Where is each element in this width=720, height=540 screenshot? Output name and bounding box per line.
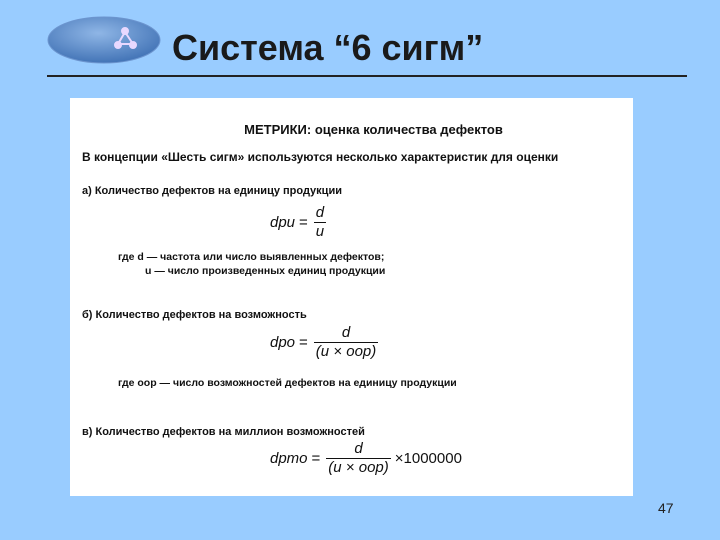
logo-ellipse <box>48 17 160 63</box>
fraction-dpu-denominator: u <box>315 223 325 240</box>
section-a-where-2: u — число произведенных единиц продукции <box>145 265 386 277</box>
section-b-label: б) Количество дефектов на возможность <box>82 309 307 321</box>
fraction-dpmo <box>326 440 390 477</box>
multiply-sign: × <box>394 450 404 467</box>
section-a-where-1: где d — частота или число выявленных дефектов; <box>118 251 385 263</box>
metrics-heading-text: МЕТРИКИ: оценка количества дефектов <box>244 122 503 137</box>
fraction-dpmo-denominator: (u × oop) <box>328 459 389 476</box>
fraction-dpo-denominator: (u × oop) <box>315 343 377 360</box>
formula-dpmo <box>270 440 462 477</box>
formula-dpmo-lhs: dpmo <box>270 450 308 467</box>
fraction-dpu <box>314 204 326 241</box>
formula-dpu-lhs: dpu <box>270 214 296 231</box>
equals-sign: = <box>299 214 308 231</box>
content-sheet <box>70 98 633 496</box>
formula-dpo <box>270 324 382 361</box>
formula-dpo-lhs: dpo <box>270 334 296 351</box>
logo <box>47 15 162 65</box>
page-number: 47 <box>658 500 674 516</box>
fraction-dpmo-numerator: d <box>354 440 363 457</box>
fraction-dpo-numerator: d <box>341 324 351 341</box>
intro-text: В концепции «Шесть сигм» используются несколько характеристик для оценки <box>82 150 559 164</box>
title-underline <box>47 75 687 77</box>
section-b-where-1: где oop — число возможностей дефектов на единицу продукции <box>118 377 457 389</box>
section-c-label: в) Количество дефектов на миллион возможностей <box>82 426 365 438</box>
section-a-label: а) Количество дефектов на единицу продукции <box>82 185 342 197</box>
fraction-dpu-numerator: d <box>315 204 325 221</box>
slide-title: Система “6 сигм” <box>172 27 484 68</box>
formula-dpmo-multiplier: 1000000 <box>403 450 462 467</box>
equals-sign: = <box>311 450 321 467</box>
equals-sign: = <box>299 334 308 351</box>
fraction-dpo <box>314 324 378 361</box>
formula-dpu <box>270 204 330 241</box>
metrics-heading <box>70 122 633 138</box>
